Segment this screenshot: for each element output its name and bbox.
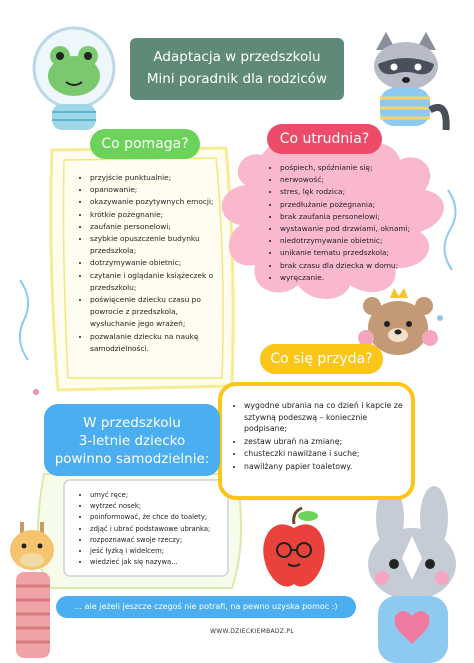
title-line-2: Mini poradnik dla rodziców (146, 71, 328, 87)
list-item: • wystawanie pod drzwiami, oknami; (280, 223, 428, 235)
list-item: • wytrzeć nosek; (90, 501, 228, 512)
frog-illustration (28, 22, 120, 134)
list-item: • umyć ręce; (90, 490, 228, 501)
useful-heading: Co się przyda? (260, 344, 383, 374)
self-reliance-list (78, 490, 228, 568)
list-item: • przyjście punktualnie; (90, 172, 216, 184)
wave-left (20, 280, 28, 360)
list-item: • pozwalanie dziecku na naukę samodzielności. (90, 331, 216, 355)
list-item: • poinformować, że chce do toalety; (90, 512, 228, 523)
list-item: • dotrzymywanie obietnic; (90, 257, 216, 269)
list-item: • brak czasu dla dziecka w domu; (280, 260, 428, 272)
self-title-line-3: powinno samodzielnie: (54, 451, 210, 467)
list-item: • pośpiech, spóźnianie się; (280, 162, 428, 174)
hinders-list (268, 162, 428, 284)
list-item: • nawilżany papier toaletowy. (244, 461, 404, 473)
list-item: • zaufanie personelowi; (90, 221, 216, 233)
list-item: • opanowanie; (90, 184, 216, 196)
list-item: • krótkie pożegnanie; (90, 209, 216, 221)
list-item: • czytanie i oglądanie książeczek o przedszkolu; (90, 270, 216, 294)
self-title-line-1: W przedszkolu (83, 415, 181, 431)
raccoon-illustration (362, 30, 452, 140)
list-item: • rozpoznawać swoje rzeczy; (90, 535, 228, 546)
list-item: • zdjąć i ubrać podstawowe ubranka; (90, 524, 228, 535)
bunny-illustration (352, 484, 474, 663)
list-item: • niedotrzymywanie obietnic; (280, 235, 428, 247)
wave-right (444, 190, 455, 270)
list-item: • nerwowość; (280, 174, 428, 186)
list-item: • unikanie tematu przedszkola; (280, 247, 428, 259)
title-line-1: Adaptacja w przedszkolu (153, 49, 321, 65)
hinders-heading: Co utrudnia? (267, 124, 382, 154)
list-item: • wygodne ubrania na co dzień i kapcie ze sztywną podeszwą – koniecznie podpisane; (244, 400, 404, 435)
apple-illustration (258, 506, 330, 592)
list-item: • szybkie opuszczenie budynku przedszkola; (90, 233, 216, 257)
list-item: • jeść łyżką i widelcem; (90, 546, 228, 557)
helps-list (78, 172, 216, 355)
footer-note: ... ale jeżeli jeszcze czegoś nie potrafi, na pewno uzyska pomoc :) (56, 596, 356, 618)
giraffe-illustration (6, 520, 66, 660)
self-title-line-2: 3-letnie dziecko (78, 433, 186, 449)
list-item: • wyręczanie. (280, 272, 428, 284)
page-title (130, 38, 344, 100)
list-item: • brak zaufania personelowi; (280, 211, 428, 223)
list-item: • poświęcenie dziecku czasu po powrocie z przedszkola, wysłuchanie jego wrażeń; (90, 294, 216, 331)
self-reliance-heading (44, 404, 220, 476)
useful-list (232, 400, 404, 473)
list-item: • wiedzieć jak się nazywa... (90, 557, 228, 568)
helps-heading: Co pomaga? (90, 129, 200, 159)
list-item: • okazywanie pozytywnych emocji; (90, 196, 216, 208)
list-item: • zestaw ubrań na zmianę; (244, 436, 404, 448)
website-label: WWW.DZIECKIEMBADZ.PL (210, 628, 294, 635)
list-item: • stres, lęk rodzica; (280, 186, 428, 198)
list-item: • chusteczki nawilżane i suche; (244, 448, 404, 460)
list-item: • przedłużanie pożegnania; (280, 199, 428, 211)
